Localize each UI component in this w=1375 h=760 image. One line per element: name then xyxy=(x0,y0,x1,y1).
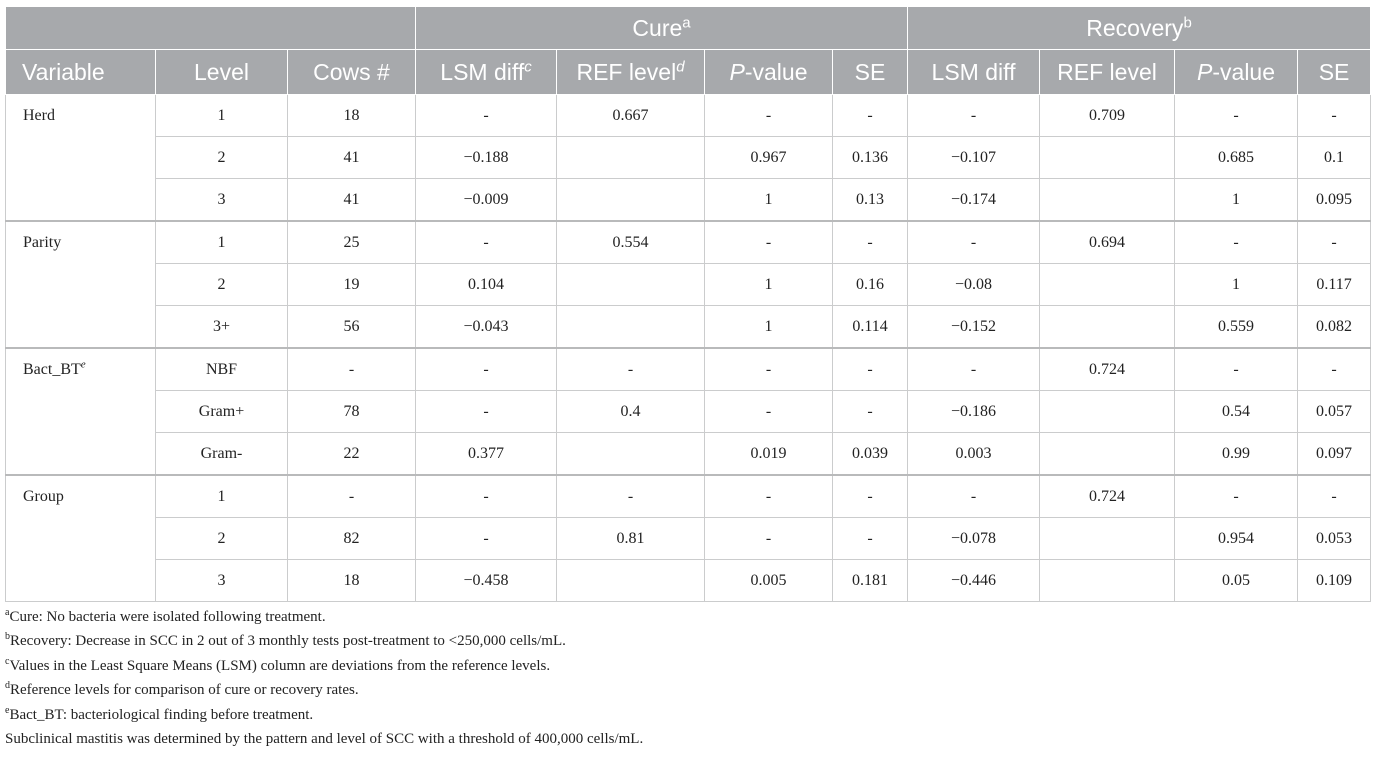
cell-cure-lsm: 0.104 xyxy=(416,264,557,306)
col-header-level: Level xyxy=(156,50,288,95)
table-row xyxy=(6,433,1371,476)
cell-cure-lsm: −0.458 xyxy=(416,560,557,602)
col-header-rec-ref: REF level xyxy=(1040,50,1175,95)
cell-cure-ref xyxy=(557,137,705,179)
cell-cows: 82 xyxy=(288,518,416,560)
cell-cure-lsm: 0.377 xyxy=(416,433,557,476)
cell-cure-p: 0.005 xyxy=(705,560,833,602)
cell-level: 1 xyxy=(156,95,288,137)
cell-cure-ref xyxy=(557,433,705,476)
cell-rec-p: 0.54 xyxy=(1175,391,1298,433)
cell-level: 3 xyxy=(156,560,288,602)
col-header-cure-se: SE xyxy=(833,50,908,95)
cell-level: Gram- xyxy=(156,433,288,476)
cell-rec-lsm: - xyxy=(908,348,1040,391)
table-row xyxy=(6,137,1371,179)
cell-rec-ref xyxy=(1040,391,1175,433)
cell-cure-lsm: - xyxy=(416,221,557,264)
col-header-cure-ref: REF level$^d$ xyxy=(557,50,705,95)
cell-cure-ref: - xyxy=(557,475,705,518)
col-header-rec-se: SE xyxy=(1298,50,1371,95)
cell-cure-p: - xyxy=(705,475,833,518)
cell-cure-p: 0.967 xyxy=(705,137,833,179)
cell-cure-ref: 0.554 xyxy=(557,221,705,264)
col-header-cows: Cows # xyxy=(288,50,416,95)
cell-rec-p: 0.05 xyxy=(1175,560,1298,602)
table-body xyxy=(6,95,1371,602)
variable-cell: $Bact\_BT^e$ xyxy=(6,348,156,475)
cell-rec-p: - xyxy=(1175,348,1298,391)
col-header-variable: Variable xyxy=(6,50,156,95)
table-row xyxy=(6,95,1371,137)
cell-level: 1 xyxy=(156,475,288,518)
cell-cure-se: - xyxy=(833,475,908,518)
results-table-container xyxy=(5,6,1370,751)
table-row xyxy=(6,306,1371,349)
variable-cell: Parity xyxy=(6,221,156,348)
cell-cure-ref: - xyxy=(557,348,705,391)
cell-cure-se: 0.16 xyxy=(833,264,908,306)
cell-cure-se: 0.114 xyxy=(833,306,908,349)
cell-cure-se: - xyxy=(833,518,908,560)
table-row xyxy=(6,179,1371,222)
cell-rec-p: 1 xyxy=(1175,179,1298,222)
cell-cure-p: 1 xyxy=(705,306,833,349)
cell-cows: 18 xyxy=(288,560,416,602)
cell-rec-p: 1 xyxy=(1175,264,1298,306)
col-header-rec-p: P-value xyxy=(1175,50,1298,95)
cell-rec-lsm: −0.174 xyxy=(908,179,1040,222)
cell-cure-p: - xyxy=(705,391,833,433)
group-header-row xyxy=(6,7,1371,50)
cell-rec-se: 0.053 xyxy=(1298,518,1371,560)
cell-cure-lsm: - xyxy=(416,95,557,137)
table-row xyxy=(6,560,1371,602)
cell-cure-p: - xyxy=(705,518,833,560)
cell-rec-ref: 0.709 xyxy=(1040,95,1175,137)
cell-level: 2 xyxy=(156,264,288,306)
cell-rec-p: - xyxy=(1175,475,1298,518)
cell-cure-ref xyxy=(557,306,705,349)
cell-rec-se: 0.057 xyxy=(1298,391,1371,433)
table-row xyxy=(6,264,1371,306)
cell-cure-ref: 0.667 xyxy=(557,95,705,137)
cell-rec-ref: 0.724 xyxy=(1040,348,1175,391)
cell-rec-se: 0.082 xyxy=(1298,306,1371,349)
cell-cure-lsm: - xyxy=(416,518,557,560)
table-row xyxy=(6,348,1371,391)
footnote: $^b$Recovery: Decrease in SCC in 2 out of 3 monthly tests post-treatment to <250,000 cells/mL. xyxy=(5,631,566,650)
cell-rec-se: - xyxy=(1298,475,1371,518)
cell-cows: 78 xyxy=(288,391,416,433)
table-row xyxy=(6,518,1371,560)
cell-rec-se: - xyxy=(1298,348,1371,391)
cell-cure-se: - xyxy=(833,221,908,264)
cell-rec-p: - xyxy=(1175,95,1298,137)
cell-rec-se: - xyxy=(1298,95,1371,137)
cell-cows: 25 xyxy=(288,221,416,264)
cell-level: 3 xyxy=(156,179,288,222)
header-blank-cell xyxy=(6,7,416,50)
cell-rec-se: 0.117 xyxy=(1298,264,1371,306)
recovery-group-header: Recovery$^b$ xyxy=(908,7,1371,50)
footnotes xyxy=(5,605,1370,751)
results-table xyxy=(5,6,1371,602)
cell-rec-se: 0.109 xyxy=(1298,560,1371,602)
cell-cure-se: 0.181 xyxy=(833,560,908,602)
cell-cows: 19 xyxy=(288,264,416,306)
cell-rec-lsm: −0.152 xyxy=(908,306,1040,349)
cell-cure-lsm: −0.188 xyxy=(416,137,557,179)
cell-rec-lsm: −0.08 xyxy=(908,264,1040,306)
cell-level: 1 xyxy=(156,221,288,264)
cell-cows: - xyxy=(288,348,416,391)
cell-rec-ref xyxy=(1040,433,1175,476)
footnote: $^d$Reference levels for comparison of cure or recovery rates. xyxy=(5,680,359,699)
cell-rec-ref xyxy=(1040,518,1175,560)
footnote: $^a$Cure: No bacteria were isolated following treatment. xyxy=(5,607,326,625)
table-row xyxy=(6,391,1371,433)
cell-rec-ref xyxy=(1040,560,1175,602)
cell-level: 2 xyxy=(156,518,288,560)
cell-rec-lsm: −0.186 xyxy=(908,391,1040,433)
cell-rec-lsm: −0.446 xyxy=(908,560,1040,602)
cell-cure-se: 0.039 xyxy=(833,433,908,476)
cell-cure-se: 0.136 xyxy=(833,137,908,179)
cell-rec-lsm: - xyxy=(908,475,1040,518)
cell-rec-ref: 0.694 xyxy=(1040,221,1175,264)
cell-rec-p: - xyxy=(1175,221,1298,264)
col-header-rec-lsm: LSM diff xyxy=(908,50,1040,95)
footnote: $^c$Values in the Least Square Means (LSM) column are deviations from the reference levels. xyxy=(5,655,551,674)
cell-cure-lsm: −0.043 xyxy=(416,306,557,349)
cell-cure-se: - xyxy=(833,348,908,391)
cell-rec-p: 0.99 xyxy=(1175,433,1298,476)
cell-cure-p: - xyxy=(705,221,833,264)
cell-cure-p: 1 xyxy=(705,264,833,306)
col-header-cure-lsm: LSM diff$^c$ xyxy=(416,50,557,95)
table-row xyxy=(6,475,1371,518)
cell-rec-p: 0.954 xyxy=(1175,518,1298,560)
table-row xyxy=(6,221,1371,264)
cell-cure-p: - xyxy=(705,95,833,137)
cell-rec-lsm: −0.107 xyxy=(908,137,1040,179)
cell-cows: 41 xyxy=(288,179,416,222)
cell-cows: 22 xyxy=(288,433,416,476)
cell-cure-lsm: - xyxy=(416,475,557,518)
cell-rec-se: 0.1 xyxy=(1298,137,1371,179)
cell-cure-se: - xyxy=(833,95,908,137)
cell-cows: 56 xyxy=(288,306,416,349)
cell-level: 3+ xyxy=(156,306,288,349)
cell-cows: - xyxy=(288,475,416,518)
footnote: Subclinical mastitis was determined by the pattern and level of SCC with a threshold of 400,000 cells/mL. xyxy=(5,730,644,747)
cell-rec-se: - xyxy=(1298,221,1371,264)
cure-group-header: Cure$^a$ xyxy=(416,7,908,50)
variable-cell: Group xyxy=(6,475,156,602)
cell-cure-ref xyxy=(557,179,705,222)
cell-cure-ref: 0.4 xyxy=(557,391,705,433)
cell-rec-lsm: 0.003 xyxy=(908,433,1040,476)
cell-rec-ref xyxy=(1040,137,1175,179)
col-header-cure-p: P-value xyxy=(705,50,833,95)
cell-cure-ref xyxy=(557,264,705,306)
variable-cell: Herd xyxy=(6,95,156,222)
cell-rec-lsm: - xyxy=(908,221,1040,264)
cell-rec-lsm: −0.078 xyxy=(908,518,1040,560)
cell-rec-ref xyxy=(1040,264,1175,306)
cell-rec-ref xyxy=(1040,179,1175,222)
cell-rec-se: 0.095 xyxy=(1298,179,1371,222)
cell-cure-lsm: −0.009 xyxy=(416,179,557,222)
cell-rec-lsm: - xyxy=(908,95,1040,137)
cell-level: 2 xyxy=(156,137,288,179)
cell-level: Gram+ xyxy=(156,391,288,433)
cell-cows: 18 xyxy=(288,95,416,137)
cell-rec-ref: 0.724 xyxy=(1040,475,1175,518)
cell-rec-se: 0.097 xyxy=(1298,433,1371,476)
column-header-row xyxy=(6,50,1371,95)
cell-cure-ref: 0.81 xyxy=(557,518,705,560)
footnote: $^e$Bact_BT: bacteriological finding before treatment. xyxy=(5,704,314,723)
cell-cure-lsm: - xyxy=(416,348,557,391)
cell-cows: 41 xyxy=(288,137,416,179)
cell-cure-ref xyxy=(557,560,705,602)
cell-cure-p: 1 xyxy=(705,179,833,222)
cell-rec-ref xyxy=(1040,306,1175,349)
cell-cure-p: 0.019 xyxy=(705,433,833,476)
cell-rec-p: 0.685 xyxy=(1175,137,1298,179)
cell-cure-se: 0.13 xyxy=(833,179,908,222)
cell-cure-lsm: - xyxy=(416,391,557,433)
cell-level: NBF xyxy=(156,348,288,391)
cell-cure-p: - xyxy=(705,348,833,391)
cell-cure-se: - xyxy=(833,391,908,433)
cell-rec-p: 0.559 xyxy=(1175,306,1298,349)
table-header xyxy=(6,7,1371,95)
